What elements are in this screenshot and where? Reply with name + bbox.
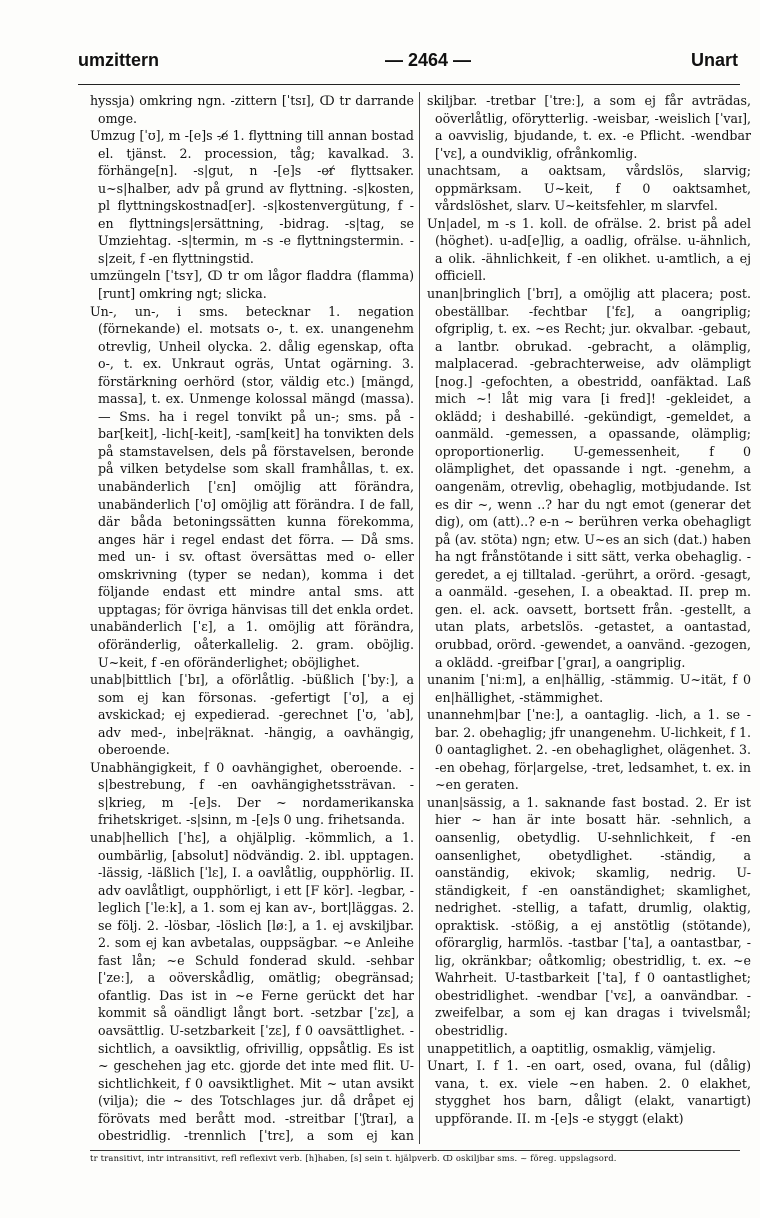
footer-rule — [90, 1150, 740, 1151]
dictionary-entry: Umzug [ˈʊ], m -[e]s -e̸ 1. flyttning till annan bostad el. tjänst. 2. procession, tåg; kavalkad. 3. förhänge[n]. -s|gut, n -[e]s -er̸ flyttsaker. u~s|halber, adv på grund av flyttning. -s|kosten, pl flyttningskostnad[er]. -s|kostenvergütung, f -en flyttnings|ersättning, -bidrag. -s|tag, se Umziehtag. -s|termin, m -s -e flyttningstermin. -s|zeit, f -en flyttningstid. — [90, 128, 414, 266]
left-guide-word: umzittern — [78, 50, 159, 70]
dictionary-entry: unan|bringlich [ˈbrɪ], a omöjlig att placera; post. obeställbar. -fechtbar [ˈfɛ], a oangriplig; ofgriplig, t. ex. ~es Recht; jur. okvalbar. -gebaut, a lantbr. obrukad. -gebracht, a olämplig, malplacerad. -gebrachterweise, adv olämpligt [nog.] -gefochten, a obestridd, oanfäktad. Laß mich ~! låt mig vara [i fred]! -gekleidet, a oklädd; i deshabillé. -gekündigt, -gemeldet, a oanmäld. -gemessen, a opassande, olämplig; oproportionerlig. U-gemessenheit, f 0 olämplighet, det opassande i ngt. -genehm, a oangenäm, otrevlig, obehaglig, motbjudande. Ist es dir ~, wenn ..? har du ngt emot (generar det dig), om (att)..? e-n ~ berühren verka obehagligt på (av. stöta) ngn; etw. U~es an sich (dat.) haben ha ngt frånstötande i sitt sätt, verka obehaglig. -geredet, a ej tilltalad. -gerührt, a orörd. -gesagt, a oanmäld. -gesehen, I. a obeaktad. II. prep m. gen. el. ack. oavsett, bortsett från. -gestellt, a utan plats, arbetslös. -getastet, a oantastad, orubbad, orörd. -gewendet, a oanvänd. -gezogen, a oklädd. -greifbar [ˈgraɪ], a oangriplig. — [427, 286, 751, 670]
dictionary-entry: umzüngeln [ˈtsʏ], ↀ tr om lågor fladdra (flamma) [runt] omkring ngt; slicka. — [90, 268, 414, 302]
right-guide-word: Unart — [690, 50, 738, 70]
page-number: — 2464 — — [384, 50, 472, 70]
abbreviation-key: tr transitivt, intr intransitivt, refl reflexivt verb. [h]haben, [s] sein t. hjälpverb. ↀ oskiljbar sms. ~ föreg. uppslagsord. — [90, 1153, 617, 1163]
header-rule — [78, 84, 740, 85]
dictionary-entry: unabänderlich [ˈɛ], a 1. omöjlig att förändra, oföränderlig, oåterkallelig. 2. gram. oböjlig. U~keit, f -en oföränderlighet; oböjlighet. — [90, 619, 414, 670]
dictionary-entry: Unabhängigkeit, f 0 oavhängighet, oberoende. -s|bestrebung, f -en oavhängighetssträvan. -s|krieg, m -[e]s. Der ~ nordamerikanska frihetskriget. -s|sinn, m -[e]s 0 ung. frihetsanda. — [90, 759, 414, 828]
dictionary-entry: unanim [ˈniːm], a en|hällig, -stämmig. U~ität, f 0 en|hällighet, -stämmighet. — [427, 672, 751, 705]
dictionary-entry: unachtsam, a oaktsam, vårdslös, slarvig; oppmärksam. U~keit, f 0 oaktsamhet, vårdslöshet, slarv. U~keitsfehler, m slarvfel. — [427, 163, 751, 214]
left-column — [90, 92, 414, 1147]
dictionary-entry: unab|bittlich [ˈbɪ], a oförlåtlig. -büßlich [ˈbyː], a som ej kan försonas. -gefertigt [ˈʊ], a ej avskickad; ej expedierad. -gerechnet [ˈʊ, ˈab], adv med-, inbe|räknat. -hängig, a oavhängig, oberoende. — [90, 672, 414, 758]
dictionary-entry: unan|sässig, a 1. saknande fast bostad. 2. Er ist hier ~ han är inte bosatt här. -sehnlich, a oansenlig, obetydlig. U-sehnlichkeit, f -en oansenlighet, obetydlighet. -ständig, a oanständig, ekivok; skamlig, nedrig. U-ständigkeit, f -en oanständighet; skamlighet, nedrighet. -stellig, a tafatt, drumlig, olaktig, opraktisk. -stößig, a ej anstötlig (stötande), oförarglig, harmlös. -tastbar [ˈta], a oantastbar, -lig, okränkbar; oåtkomlig; obestridlig, t. ex. ~e Wahrheit. U-tastbarkeit [ˈta], f 0 oantastlighet; obestridlighet. -wendbar [ˈvɛ], a oanvändbar. -zweifelbar, a som ej kan dragas i tvivelsmål; obestridlig. — [427, 794, 751, 1038]
page-header — [78, 50, 740, 78]
dictionary-entry: hyssja) omkring ngn. -zittern [ˈtsɪ], ↀ tr darrande omge. — [90, 93, 414, 126]
right-column — [427, 92, 751, 1147]
column-divider — [419, 92, 420, 1144]
dictionary-entry: unappetitlich, a oaptitlig, osmaklig, vämjelig. — [427, 1040, 716, 1056]
dictionary-entry: skiljbar. -tretbar [ˈtreː], a som ej får avträdas, oöverlåtlig, oförytterlig. -weisbar, -weislich [ˈvaɪ], a oavvislig, bjudande, t. ex. -e Pflicht. -wendbar [ˈvɛ], a oundviklig, ofrånkomlig. — [427, 93, 751, 161]
dictionary-entry: Un|adel, m -s 1. koll. de ofrälse. 2. brist på adel (höghet). u-ad[e]lig, a oadlig, ofrälse. u-ähnlich, a olik. -ähnlichkeit, f -en olikhet. u-amtlich, a ej officiell. — [427, 215, 751, 284]
dictionary-entry: Un-, un-, i sms. betecknar 1. negation (förnekande) el. motsats o-, t. ex. unangenehm otrevlig, Unheil olycka. 2. dålig egenskap, ofta o-, t. ex. Unkraut ogräs, Untat ogärning. 3. förstärkning oerhörd (stor, väldig etc.) [mängd, massa], t. ex. Unmenge kolossal mängd (massa). — Sms. ha i regel tonvikt på un-; sms. på -bar[keit], -lich[-keit], -sam[keit] ha tonvikten dels på stamstavelsen, dels på förstavelsen, beronde på vilken betydelse som skall framhållas, t. ex. unabänderlich [ˈɛn] omöjlig att förändra, unabänderlich [ˈʊ] omöjlig att förändra. I de fall, där båda betoningssätten kunna förekomma, anges här i regel endast det förra. — Då sms. med un- i sv. oftast översättas med o- eller omskrivning (typer se nedan), komma i det följande endast ett mindre antal sms. att upptagas; för övriga hänvisas till det enkla ordet. — [90, 303, 414, 617]
dictionary-entry: unab|hellich [ˈhɛ], a ohjälplig. -kömmlich, a 1. oumbärlig, [absolut] nödvändig. 2. ibl. upptagen. -lässig, -läßlich [ˈlɛ], I. a oavlåtlig, oupphörlig. II. adv oavlåtligt, oupphörligt, i ett [F kör]. -legbar, -leglich [ˈleːk], a 1. som ej kan av-, bort|läggas. 2. se följ. 2. -lösbar, -löslich [løː], a 1. ej avskiljbar. 2. som ej kan avbetalas, ouppsägbar. ~e Anleihe fast lån; ~e Schuld fonderad skuld. -sehbar [ˈzeː], a oöverskådlig, omätlig; obegränsad; ofantlig. Das ist in ~e Ferne gerückt det har kommit så oändligt långt bort. -setzbar [ˈzɛ], a oavsättlig. U-setzbarkeit [ˈzɛ], f 0 oavsättlighet. -sichtlich, a oavsiktlig, ofrivillig, oppsåtlig. Es ist ~ geschehen jag etc. gjorde det inte med flit. U-sichtlichkeit, f 0 oavsiktlighet. Mit ~ utan avsikt (vilja); die ~ des Totschlages jur. då dråpet ej förövats med berått mod. -streitbar [ˈʃtraɪ], a obestridlig. -trennlich [ˈtrɛ], a som ej kan — [90, 829, 414, 1144]
dictionary-entry: Unart, I. f 1. -en oart, osed, ovana, ful (dålig) vana, t. ex. viele ~en haben. 2. 0 elakhet, stygghet hos barn, dåligt (elakt, vanartigt) uppförande. II. m -[e]s -e styggt (elakt) — [427, 1058, 751, 1126]
dictionary-entry: unannehm|bar [ˈneː], a oantaglig. -lich, a 1. se -bar. 2. obehaglig; jfr unangenehm. U-lichkeit, f 1. 0 oantaglighet. 2. -en obehaglighet, olägenhet. 3. -en obehag, för|argelse, -tret, ledsamhet, t. ex. in ~en geraten. — [427, 707, 751, 793]
